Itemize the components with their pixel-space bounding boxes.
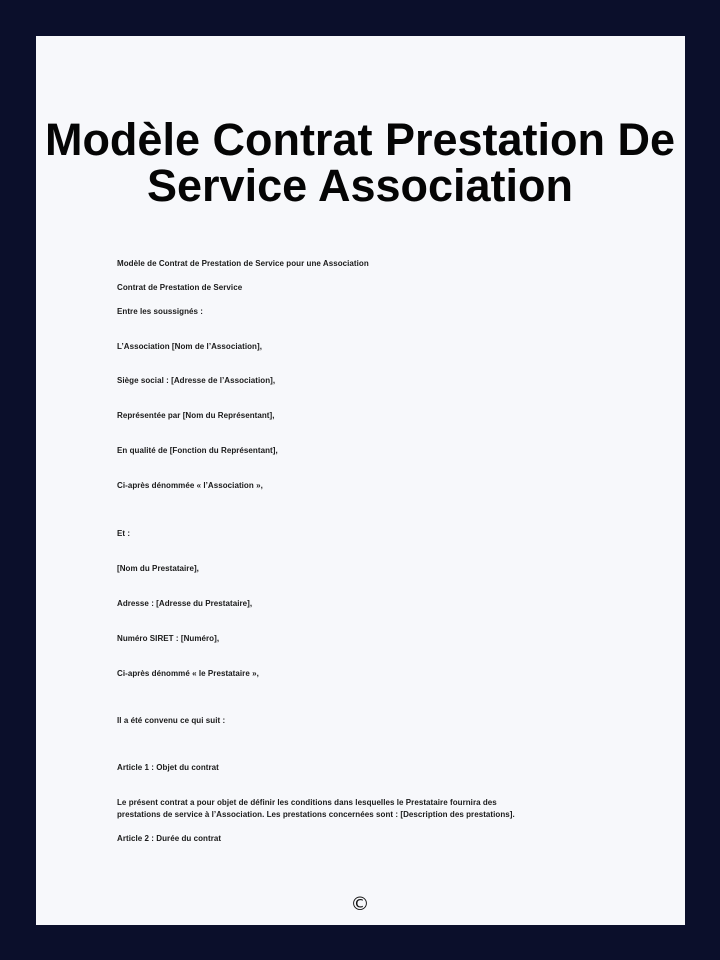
provider-designation: Ci-après dénommé « le Prestataire »,	[117, 669, 259, 678]
document-heading: Modèle de Contrat de Prestation de Service pour une Association	[117, 259, 369, 268]
provider-name: [Nom du Prestataire],	[117, 564, 199, 573]
page-title	[0, 114, 720, 211]
agreement-intro: Il a été convenu ce qui suit :	[117, 716, 226, 725]
provider-siret: Numéro SIRET : [Numéro],	[117, 634, 220, 643]
article-1-text-line-2: prestations de service à l’Association. Les prestations concernées sont : [Description des prestations].	[117, 810, 515, 819]
and-label: Et :	[117, 529, 131, 538]
association-name: L’Association [Nom de l’Association],	[117, 342, 262, 351]
association-designation: Ci-après dénommée « l’Association »,	[117, 481, 263, 490]
association-representative: Représentée par [Nom du Représentant],	[117, 411, 275, 420]
contract-title: Contrat de Prestation de Service	[117, 283, 243, 292]
parties-intro: Entre les soussignés :	[117, 307, 204, 316]
title-line-2: Service Association	[146, 160, 574, 211]
title-line-1: Modèle Contrat Prestation De	[44, 114, 676, 165]
article-2-heading: Article 2 : Durée du contrat	[117, 834, 222, 843]
association-address: Siège social : [Adresse de l’Association],	[117, 376, 276, 385]
representative-function: En qualité de [Fonction du Représentant],	[117, 446, 278, 455]
provider-address: Adresse : [Adresse du Prestataire],	[117, 599, 253, 608]
copyright-icon: ©	[350, 893, 370, 915]
article-1-heading: Article 1 : Objet du contrat	[117, 763, 219, 772]
article-1-text-line-1: Le présent contrat a pour objet de définir les conditions dans lesquelles le Prestataire fournira des	[117, 798, 497, 807]
